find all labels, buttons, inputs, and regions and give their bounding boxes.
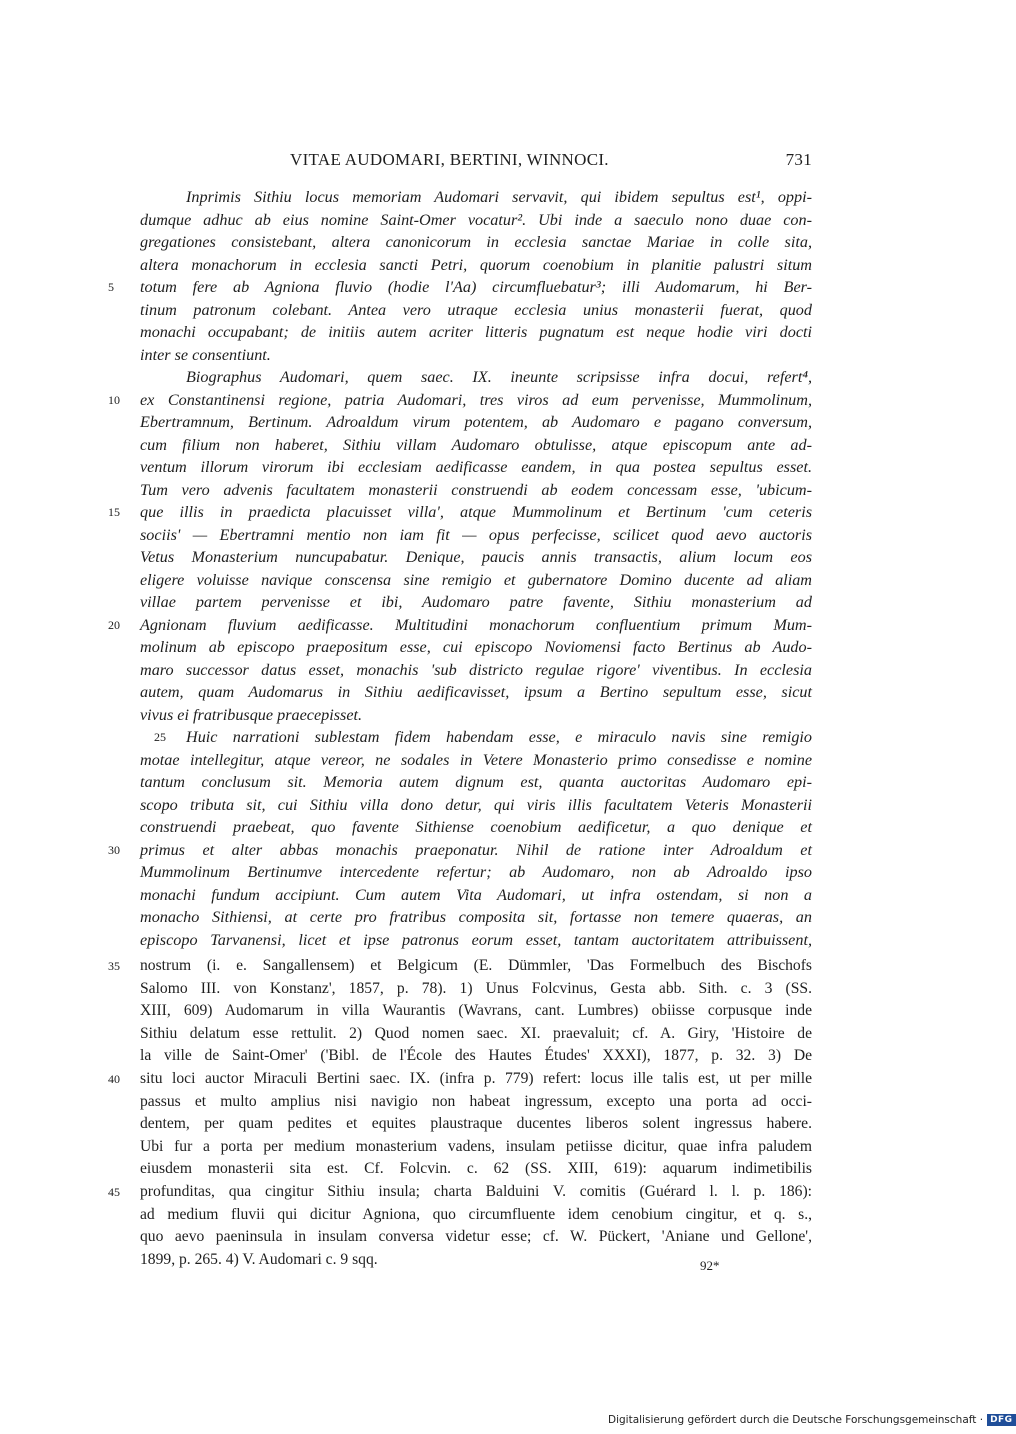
main-text (108, 186, 812, 951)
text-line (140, 524, 812, 547)
text-line (108, 614, 812, 637)
line-text: eiusdem monasterii sita est. Cf. Folcvin. c. 62 (SS. XIII, 619): aquarum indimetibilis (140, 1160, 812, 1178)
text-line (108, 389, 812, 412)
text-line (140, 816, 812, 839)
line-text: maro successor datus esset, monachis 'sub districto regulae rigore' viventibus. In ecclesia (140, 660, 812, 679)
line-number: 45 (108, 1184, 120, 1199)
line-number: 35 (108, 959, 120, 973)
note-line (140, 978, 812, 1001)
note-line (140, 1226, 812, 1249)
line-text: ex Constantinensi regione, patria Audomari, tres viros ad eum pervenisse, Mummolinum, (140, 390, 812, 409)
line-text: Vetus Monasterium nuncupabatur. Denique, paucis annis transactis, alium locum eos (140, 548, 812, 566)
line-text: 1899, p. 265. 4) V. Audomari c. 9 sqq. (140, 1250, 378, 1268)
line-text: la ville de Saint-Omer' ('Bibl. de l'École des Hautes Études' XXXI), 1877, p. 32. 3) De (140, 1047, 812, 1065)
line-text: Ebertramnum, Bertinum. Adroaldum virum potentem, ab Audomaro e pagano conversum, (140, 413, 812, 431)
text-line (140, 479, 812, 502)
line-text: cum filium non haberet, Sithiu villam Audomaro obtulisse, atque episcopum ante ad- (140, 435, 812, 454)
line-text: gregationes consistebant, altera canonicorum in ecclesia sanctae Mariae in colle sita, (140, 233, 812, 251)
line-text: Salomo III. von Konstanz', 1857, p. 78). 1) Unus Folcvinus, Gesta abb. Sith. c. 3 (SS. (140, 979, 812, 997)
funding-text: Digitalisierung gefördert durch die Deutsche Forschungsgemeinschaft · (608, 1414, 984, 1426)
note-line (108, 1181, 812, 1204)
text-line (140, 456, 812, 479)
note-line (140, 1091, 812, 1114)
line-text: dentem, per quam pedites et equites plaustraque ducentes liberos solent ingressus habere. (140, 1115, 812, 1133)
line-text: Agnionam fluvium aedificasse. Multitudini monachorum confluentium primum Mum- (140, 615, 812, 634)
footnotes (108, 955, 812, 1271)
text-line (140, 254, 812, 277)
text-line (140, 771, 812, 794)
note-line (140, 1113, 812, 1136)
line-text: totum fere ab Agniona fluvio (hodie l'Aa) circumfluebatur³; illi Audomarum, hi Ber- (140, 278, 812, 296)
text-line (140, 186, 812, 209)
line-text: Sithiu delatum esse rettulit. 2) Quod nomen saec. XI. praevaluit; cf. A. Giry, 'Histoire de (140, 1024, 812, 1042)
note-line (140, 1136, 812, 1159)
text-line (140, 411, 812, 434)
note-line (108, 1068, 812, 1091)
text-line (140, 906, 812, 929)
line-text: villae partem pervenisse et ibi, Audomaro patre favente, Sithiu monasterium ad (140, 593, 812, 611)
text-line (140, 591, 812, 614)
line-number: 30 (108, 842, 120, 857)
line-text: motae intellegitur, atque vereor, ne sodales in Vetere Monasterio primo consedisse e nomine (140, 750, 812, 769)
note-line (140, 1158, 812, 1181)
line-text: tantum conclusum sit. Memoria autem dignum est, quanta auctoritas Audomaro epi- (140, 773, 812, 791)
text-line (140, 209, 812, 232)
line-number: 15 (108, 505, 120, 519)
line-text: monachi occupabant; de initiis autem acriter litteris pugnatum est neque hodie viri docti (140, 323, 812, 341)
text-line (140, 659, 812, 682)
text-line (140, 929, 812, 952)
text-line (108, 839, 812, 862)
line-text: altera monachorum in ecclesia sancti Petri, quorum coenobium in planitie palustri situm (140, 255, 812, 274)
note-line (140, 1000, 812, 1023)
text-line (140, 434, 812, 457)
funding-footer (608, 1414, 1016, 1426)
line-text: scopo tributa sit, cui Sithiu villa dono detur, qui viris illis facultatem Veteris Monasterii (140, 795, 812, 814)
text-line (140, 344, 812, 367)
text-line (140, 704, 812, 727)
line-number: 5 (108, 280, 114, 294)
line-text: passus et multo amplius nisi navigio non habeat ingressum, excepto una porta ad occi- (140, 1092, 812, 1110)
text-line (140, 681, 812, 704)
line-text: Ubi fur a porta per medium monasterium vadens, insulam petiisse dicitur, quae infra paludem (140, 1137, 812, 1155)
line-text: vivus ei fratribusque praecepisset. (140, 705, 363, 724)
line-text: autem, quam Audomarus in Sithiu aedificavisset, ipsum a Bertino sepultum esse, sicut (140, 683, 812, 701)
line-text: que illis in praedicta placuisset villa', atque Mummolinum et Bertinum 'cum ceteris (140, 503, 812, 521)
note-line (140, 1045, 812, 1068)
line-text: ad medium fluvii qui dicitur Agniona, quo circumfluente idem cenobium cingitur, et q. s., (140, 1205, 812, 1223)
text-line (140, 794, 812, 817)
line-text: profunditas, qua cingitur Sithiu insula; charta Balduini V. comitis (Guérard l. l. p. 186): (140, 1182, 812, 1200)
line-text: Huic narrationi sublestam fidem habendam esse, e miraculo navis sine remigio (186, 728, 812, 746)
text-line (140, 636, 812, 659)
line-number: 25 (154, 730, 166, 744)
line-text: molinum ab episcopo praepositum esse, cui episcopo Noviomensi facto Bertinus ab Audo- (140, 638, 812, 656)
line-text: sociis' — Ebertramni mentio non iam fit — opus perfecisse, scilicet quod aevo auctoris (140, 525, 812, 544)
text-line (140, 231, 812, 254)
running-title: VITAE AUDOMARI, BERTINI, WINNOCI. (290, 150, 609, 169)
line-text: eligere voluisse navique conscensa sine remigio et gubernatore Domino ducente ad aliam (140, 570, 812, 589)
line-text: primus et alter abbas monachis praeponatur. Nihil de ratione inter Adroaldum et (140, 840, 812, 859)
line-number: 40 (108, 1071, 120, 1086)
line-text: Biographus Audomari, quem saec. IX. ineunte scripsisse infra docui, refert⁴, (186, 368, 812, 386)
text-line (140, 749, 812, 772)
text-line (140, 299, 812, 322)
text-line (140, 321, 812, 344)
text-line (140, 366, 812, 389)
page-number: 731 (785, 150, 812, 169)
text-line (140, 569, 812, 592)
text-line (140, 884, 812, 907)
line-text: XIII, 609) Audomarum in villa Waurantis (Wavrans, cant. Lumbres) obiisse corpusque inde (140, 1002, 812, 1020)
text-line (140, 546, 812, 569)
line-text: episcopo Tarvanensi, licet et ipse patronus eorum esset, tantam auctoritatem attribuissent, (140, 930, 812, 949)
line-text: ventum illorum virorum ibi ecclesiam aedificasse eandem, in qua postea sepultus esset. (140, 458, 812, 476)
line-text: monacho Sithiensi, at certe pro fratribus composita sit, fortasse non temere quaeras, an (140, 908, 812, 926)
line-text: monachi fundum accipiunt. Cum autem Vita Audomari, ut infra ostendam, si non a (140, 885, 812, 904)
line-text: nostrum (i. e. Sangallensem) et Belgicum (E. Dümmler, 'Das Formelbuch des Bischofs (140, 957, 812, 974)
dfg-logo: DFG (987, 1414, 1016, 1426)
note-line (140, 1023, 812, 1046)
line-text: situ loci auctor Miraculi Bertini saec. IX. (infra p. 779) refert: locus ille talis est, ut per mille (140, 1069, 812, 1087)
text-line (108, 501, 812, 524)
note-line (140, 1204, 812, 1227)
line-text: tinum patronum colebant. Antea vero utraque ecclesia unius monasterii fuerat, quod (140, 300, 812, 319)
signature-mark: 92* (700, 1258, 720, 1273)
line-text: Mummolinum Bertinumve intercedente refertur; ab Audomaro, non ab Adroaldo ipso (140, 863, 812, 881)
line-text: quo aevo paeninsula in insulam conversa videtur esse; cf. W. Pückert, 'Aniane und Gellone', (140, 1228, 812, 1246)
note-line (108, 955, 812, 978)
line-text: Tum vero advenis facultatem monasterii construendi ab eodem concessam esse, 'ubicum- (140, 480, 812, 499)
line-number: 20 (108, 617, 120, 632)
text-line (140, 726, 812, 749)
line-number: 10 (108, 392, 120, 407)
line-text: dumque adhuc ab eius nomine Saint-Omer vocatur². Ubi inde a saeculo nono duae con- (140, 210, 812, 229)
text-line (108, 276, 812, 299)
line-text: Inprimis Sithiu locus memoriam Audomari servavit, qui ibidem sepultus est¹, oppi- (186, 188, 812, 206)
line-text: construendi praebeat, quo favente Sithiense coenobium aedificetur, a quo denique et (140, 818, 812, 836)
text-line (140, 861, 812, 884)
line-text: inter se consentiunt. (140, 345, 271, 364)
